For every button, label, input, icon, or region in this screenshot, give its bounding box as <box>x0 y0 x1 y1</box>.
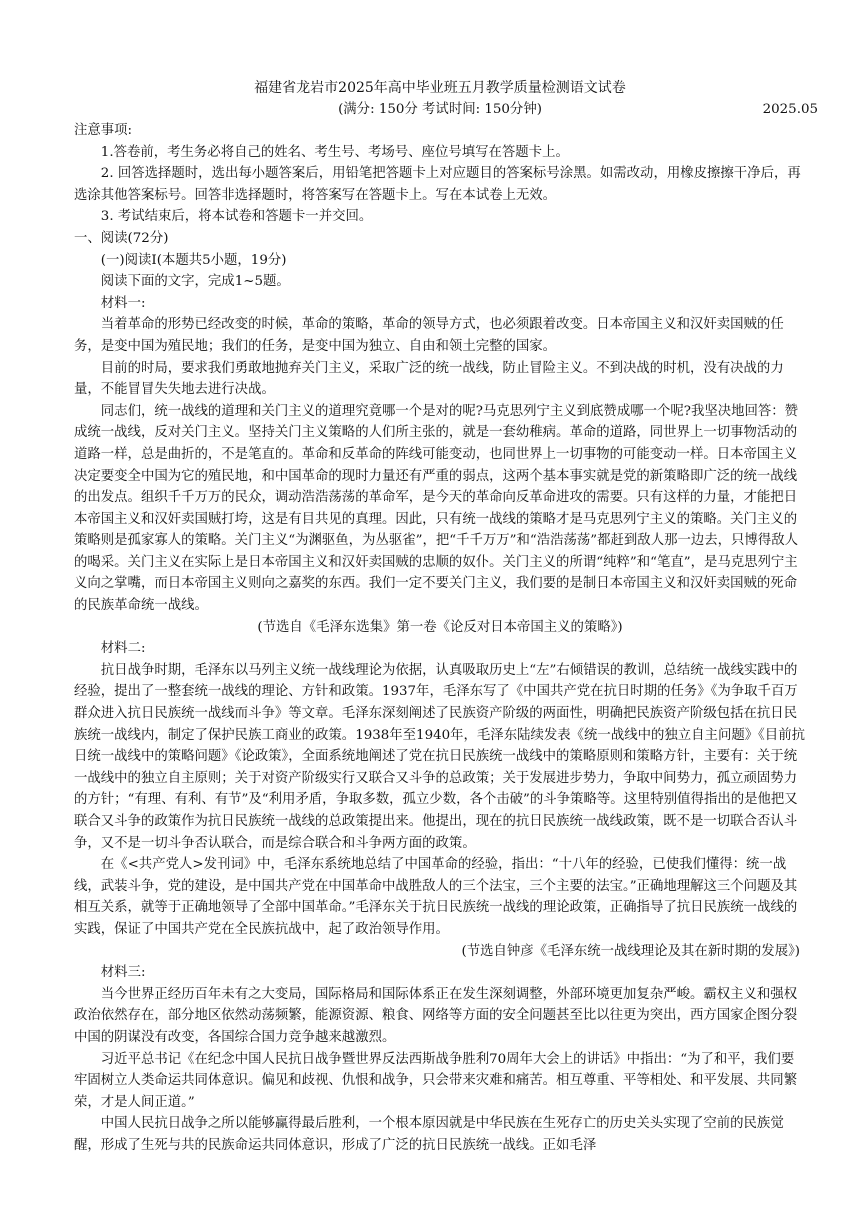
material3-label: 材料三: <box>100 965 146 981</box>
exam-page <box>74 78 818 1157</box>
material2-label: 材料二: <box>100 641 146 657</box>
exam-date: 2025.05 <box>762 102 818 117</box>
material2-source: (节选自钟彦《毛泽东统一战线理论及其在新时期的发展》) <box>461 943 800 959</box>
section-instruction: 阅读下面的文字，完成1~5题。 <box>100 274 290 290</box>
material1-paragraph: 同志们，统一战线的道理和关门主义的道理究竟哪一个是对的呢?马克思列宁主义到底赞成哪一个呢?我坚决地回答：赞成统一战线，反对关门主义。坚持关门主义策略的人们所主张的，就是一套幼稚病。革命的道路，同世界上一切事物活动的道路一样，总是曲折的，不是笔直的。革命和反革命的阵线可能变动，也同世界上一切事物的可能变动一样。日本帝国主义决定要变全中国为它的殖民地，和中国革命的现时力量还有严重的弱点，这两个基本事实就是党的新策略即广泛的统一战线的出发点。组织千千万万的民众，调动浩浩荡荡的革命军，是今天的革命向反革命进攻的需要。只有这样的力量，才能把日本帝国主义和汉奸卖国贼打垮，这是有目共见的真理。因此，只有统一战线的策略才是马克思列宁主义的策略。关门主义的策略则是孤家寡人的策略。关门主义“为渊驱鱼，为丛驱雀”，把“千千万万”和“浩浩荡荡”都赶到敌人那一边去，只博得敌人的喝采。关门主义在实际上是日本帝国主义和汉奸卖国贼的忠顺的奴仆。关门主义的所谓“纯粹”和“笔直”，是马克思列宁主义向之掌嘴，而日本帝国主义则向之嘉奖的东西。我们一定不要关门主义，我们要的是制日本帝国主义和汉奸卖国贼的死命的民族革命统一战线。 <box>74 403 799 614</box>
exam-subtitle: (满分: 150分 考试时间: 150分钟) <box>338 102 542 117</box>
material1-paragraph: 目前的时局，要求我们勇敢地抛弃关门主义，采取广泛的统一战线，防止冒险主义。不到决战的时机，没有决战的力量，不能冒冒失失地去进行决战。 <box>74 360 784 398</box>
exam-title: 福建省龙岩市2025年高中毕业班五月教学质量检测语文试卷 <box>254 80 626 96</box>
notice-item-2: 2. 回答选择题时，选出每小题答案后，用铅笔把答题卡上对应题目的答案标号涂黑。如需改动，用橡皮擦擦干净后，再选涂其他答案标号。回答非选择题时，将答案写在答题卡上。写在本试卷上无效。 <box>74 166 801 203</box>
material3-paragraph: 当今世界正经历百年未有之大变局，国际格局和国际体系正在发生深刻调整，外部环境更加复杂严峻。霸权主义和强权政治依然存在，部分地区依然动荡频繁，能源资源、粮食、网络等方面的安全问题甚至比以往更为突出，西方国家企图分裂中国的阴谋没有改变，各国综合国力竞争越来越激烈。 <box>74 986 798 1045</box>
notice-item-1: 1.答卷前，考生务必将自己的姓名、考生号、考场号、座位号填写在答题卡上。 <box>100 144 569 160</box>
notice-item-3: 3. 考试结束后，将本试卷和答题卡一并交回。 <box>100 209 373 225</box>
material1-paragraph: 当着革命的形势已经改变的时候，革命的策略，革命的领导方式，也必须跟着改变。日本帝国主义和汉奸卖国贼的任务，是变中国为殖民地；我们的任务，是变中国为独立、自由和领土完整的国家。 <box>74 317 784 354</box>
material2-paragraph: 抗日战争时期，毛泽东以马列主义统一战线理论为依据，认真吸取历史上“左”右倾错误的教训，总结统一战线实践中的经验，提出了一整套统一战线的理论、方针和政策。1937年，毛泽东写了《中国共产党在抗日时期的任务》《为争取千百万群众进入抗日民族统一战线而斗争》等文章。毛泽东深刻阐述了民族资产阶级的两面性，明确把民族资产阶级包括在抗日民族统一战线内，制定了保护民族工商业的政策。1938年至1940年，毛泽东陆续发表《统一战线中的独立自主问题》《目前抗日统一战线中的策略问题》《论政策》，全面系统地阐述了党在抗日民族统一战线中的策略原则和策略方针，主要有：关于统一战线中的独立自主原则；关于对资产阶级实行又联合又斗争的总政策；关于发展进步势力，争取中间势力，孤立顽固势力的方针；“有理、有利、有节”及“利用矛盾，争取多数，孤立少数，各个击破”的斗争策略等。这里特别值得指出的是他把又联合又斗争的政策作为抗日民族统一战线的总政策提出来。他提出，现在的抗日民族统一战线政策，既不是一切联合否认斗争，又不是一切斗争否认联合，而是综合联合和斗争两方面的政策。 <box>74 662 805 851</box>
material2-paragraph: 在《<共产党人>发刊词》中，毛泽东系统地总结了中国革命的经验，指出：“十八年的经验，已使我们懂得：统一战线，武装斗争，党的建设，是中国共产党在中国革命中战胜敌人的三个法宝，三个主要的法宝。”正确地理解这三个问题及其相互关系，就等于正确地领导了全部中国革命。”毛泽东关于抗日民族统一战线的理论政策，正确指导了抗日民族统一战线的实践，保证了中国共产党在全民族抗战中，起了政治领导作用。 <box>74 857 798 937</box>
material3-paragraph: 中国人民抗日战争之所以能够赢得最后胜利，一个根本原因就是中华民族在生死存亡的历史关头实现了空前的民族觉醒，形成了生死与共的民族命运共同体意识，形成了广泛的抗日民族统一战线。正如毛泽 <box>74 1116 784 1153</box>
notice-heading: 注意事项: <box>74 123 133 138</box>
material1-label: 材料一: <box>100 295 146 311</box>
material1-source: (节选自《毛泽东选集》第一卷《论反对日本帝国主义的策略》) <box>257 619 623 635</box>
material3-paragraph: 习近平总书记《在纪念中国人民抗日战争暨世界反法西斯战争胜利70周年大会上的讲话》中指出：“为了和平，我们要牢固树立人类命运共同体意识。偏见和歧视、仇恨和战争，只会带来灾难和痛苦。相互尊重、平等相处、和平发展、共同繁荣，才是人间正道。” <box>74 1051 798 1110</box>
subtitle-row <box>74 99 818 120</box>
section-sub-heading: (一)阅读I(本题共5小题，19分) <box>100 252 287 268</box>
section-heading: 一、阅读(72分) <box>74 230 169 246</box>
